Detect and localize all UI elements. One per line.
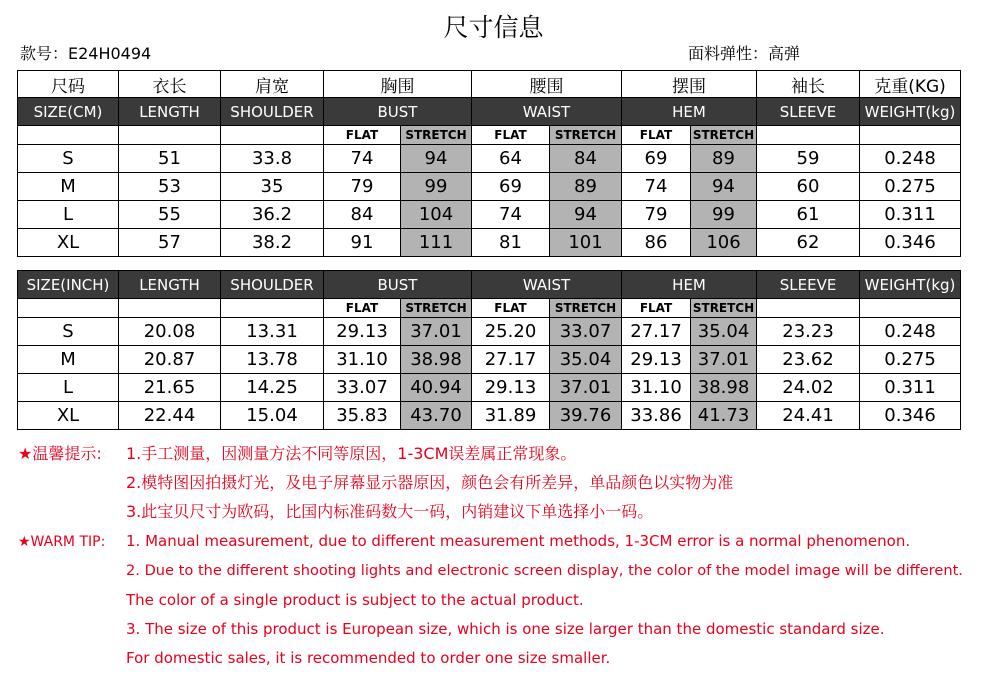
cell-size: XL [18,402,119,430]
table-row [18,145,961,173]
cell-size: M [18,346,119,374]
cell-sleeve: 23.23 [757,318,860,346]
cell-hem-stretch: 35.04 [691,318,757,346]
cell-bust-stretch: 43.70 [401,402,472,430]
cell-weight: 0.346 [860,229,961,257]
cell-size: S [18,318,119,346]
column-header-shoulder-cn: 肩宽 [221,71,324,98]
cell-bust-stretch: 37.01 [401,318,472,346]
cell-waist-flat: 64 [472,145,550,173]
cell-hem-stretch: 41.73 [691,402,757,430]
cell-hem-flat: 31.10 [622,374,691,402]
tips-cn-label: ★温馨提示: [18,444,102,463]
tip-en-line-1: 1. Manual measurement, due to different measurement methods, 1-3CM error is a normal phenomenon. [126,532,911,550]
cell-waist-stretch: 37.01 [550,374,622,402]
fabric-elasticity: 面料弹性：高弹 [688,44,801,63]
bust-stretch-label: STRETCH [401,299,472,318]
cell-sleeve: 59 [757,145,860,173]
cell-hem-flat: 74 [622,173,691,201]
cell-sleeve: 23.62 [757,346,860,374]
table-row [18,229,961,257]
cell-bust-flat: 91 [324,229,401,257]
cell-waist-flat: 25.20 [472,318,550,346]
hem-flat-label: FLAT [622,126,691,145]
chinese-header-row [18,71,961,98]
cell-size: L [18,201,119,229]
cell-weight: 0.248 [860,145,961,173]
cell-waist-stretch: 39.76 [550,402,622,430]
cell-hem-flat: 29.13 [622,346,691,374]
cell-hem-flat: 27.17 [622,318,691,346]
column-header-size: SIZE(CM) [18,98,119,126]
cell-hem-stretch: 38.98 [691,374,757,402]
cell-bust-stretch: 104 [401,201,472,229]
waist-flat-label: FLAT [472,126,550,145]
cell-bust-stretch: 111 [401,229,472,257]
cell-weight: 0.311 [860,374,961,402]
table-row [18,346,961,374]
column-header-length: LENGTH [119,271,221,299]
cell-weight: 0.248 [860,318,961,346]
cell-length: 21.65 [119,374,221,402]
hem-stretch-label: STRETCH [691,299,757,318]
page-title: 尺寸信息 [443,13,544,42]
column-header-size-cn: 尺码 [18,71,119,98]
cell-shoulder: 35 [221,173,324,201]
cell-waist-stretch: 89 [550,173,622,201]
cell-size: XL [18,229,119,257]
waist-stretch-label: STRETCH [550,126,622,145]
column-header-hem: HEM [622,271,757,299]
column-header-weight-cn: 克重(KG) [860,71,961,98]
table-row [18,173,961,201]
cell-bust-stretch: 38.98 [401,346,472,374]
cell-sleeve: 24.41 [757,402,860,430]
cell-sleeve: 61 [757,201,860,229]
inch-data-rows [18,318,961,430]
cell-waist-flat: 69 [472,173,550,201]
cell-weight: 0.346 [860,402,961,430]
cell-bust-stretch: 40.94 [401,374,472,402]
column-header-sleeve: SLEEVE [757,98,860,126]
column-header-hem-cn: 摆围 [622,71,757,98]
cell-hem-stretch: 99 [691,201,757,229]
cell-length: 55 [119,201,221,229]
cell-weight: 0.311 [860,201,961,229]
style-number: 款号：E24H0494 [20,44,152,63]
english-header-row [18,98,961,126]
cell-hem-stretch: 37.01 [691,346,757,374]
tip-en-line-4: 3. The size of this product is European size, which is one size larger than the domestic standard size. [126,620,885,638]
cell-shoulder: 13.31 [221,318,324,346]
cell-bust-stretch: 99 [401,173,472,201]
tips-en-label: ★WARM TIP: [18,534,106,550]
column-header-waist: WAIST [472,271,622,299]
cell-waist-stretch: 94 [550,201,622,229]
cell-waist-stretch: 33.07 [550,318,622,346]
table-row [18,374,961,402]
column-header-weight: WEIGHT(kg) [860,271,961,299]
hem-stretch-label: STRETCH [691,126,757,145]
cell-weight: 0.275 [860,173,961,201]
cell-waist-flat: 31.89 [472,402,550,430]
column-header-sleeve: SLEEVE [757,271,860,299]
cell-bust-flat: 79 [324,173,401,201]
cell-bust-flat: 33.07 [324,374,401,402]
cell-weight: 0.275 [860,346,961,374]
cell-size: M [18,173,119,201]
column-header-weight: WEIGHT(kg) [860,98,961,126]
column-header-bust: BUST [324,271,472,299]
tip-cn-line-3: 3.此宝贝尺寸为欧码，比国内标准码数大一码，内销建议下单选择小一码。 [126,502,654,521]
column-header-waist: WAIST [472,98,622,126]
bust-flat-label: FLAT [324,299,401,318]
cell-waist-flat: 74 [472,201,550,229]
flat-stretch-subheader-row [18,299,961,318]
tip-en-line-2: 2. Due to the different shooting lights and electronic screen display, the color of the model image will be different. [126,562,963,579]
column-header-shoulder: SHOULDER [221,271,324,299]
tip-cn-line-1: 1.手工测量，因测量方法不同等原因，1-3CM误差属正常现象。 [126,444,577,463]
tip-en-line-5: For domestic sales, it is recommended to order one size smaller. [126,649,611,667]
table-row [18,201,961,229]
waist-stretch-label: STRETCH [550,299,622,318]
cell-shoulder: 14.25 [221,374,324,402]
cell-waist-stretch: 35.04 [550,346,622,374]
cell-bust-flat: 31.10 [324,346,401,374]
english-header-row [18,271,961,299]
column-header-size: SIZE(INCH) [18,271,119,299]
cell-bust-flat: 74 [324,145,401,173]
table-row [18,402,961,430]
flat-stretch-subheader-row [18,126,961,145]
cell-size: L [18,374,119,402]
cell-sleeve: 62 [757,229,860,257]
column-header-bust-cn: 胸围 [324,71,472,98]
cell-length: 20.08 [119,318,221,346]
column-header-bust: BUST [324,98,472,126]
cell-hem-stretch: 89 [691,145,757,173]
column-header-length: LENGTH [119,98,221,126]
cell-hem-flat: 86 [622,229,691,257]
cell-shoulder: 13.78 [221,346,324,374]
cell-shoulder: 36.2 [221,201,324,229]
cell-bust-flat: 84 [324,201,401,229]
tip-cn-line-2: 2.模特图因拍摄灯光，及电子屏幕显示器原因，颜色会有所差异，单品颜色以实物为准 [126,473,734,492]
cell-bust-flat: 29.13 [324,318,401,346]
column-header-shoulder: SHOULDER [221,98,324,126]
cell-waist-flat: 29.13 [472,374,550,402]
cell-bust-stretch: 94 [401,145,472,173]
cell-length: 57 [119,229,221,257]
cell-shoulder: 15.04 [221,402,324,430]
hem-flat-label: FLAT [622,299,691,318]
column-header-length-cn: 衣长 [119,71,221,98]
waist-flat-label: FLAT [472,299,550,318]
bust-flat-label: FLAT [324,126,401,145]
cell-bust-flat: 35.83 [324,402,401,430]
column-header-hem: HEM [622,98,757,126]
cm-data-rows [18,145,961,257]
cell-length: 22.44 [119,402,221,430]
tip-en-line-3: The color of a single product is subject to the actual product. [126,591,584,609]
cell-waist-flat: 27.17 [472,346,550,374]
cell-waist-stretch: 101 [550,229,622,257]
cell-length: 20.87 [119,346,221,374]
size-table-cm [17,70,961,257]
cell-waist-stretch: 84 [550,145,622,173]
column-header-waist-cn: 腰围 [472,71,622,98]
cell-hem-flat: 33.86 [622,402,691,430]
cell-sleeve: 24.02 [757,374,860,402]
cell-sleeve: 60 [757,173,860,201]
bust-stretch-label: STRETCH [401,126,472,145]
column-header-sleeve-cn: 袖长 [757,71,860,98]
cell-hem-stretch: 106 [691,229,757,257]
table-row [18,318,961,346]
cell-waist-flat: 81 [472,229,550,257]
cell-hem-flat: 69 [622,145,691,173]
cell-hem-stretch: 94 [691,173,757,201]
cell-hem-flat: 79 [622,201,691,229]
cell-shoulder: 33.8 [221,145,324,173]
cell-shoulder: 38.2 [221,229,324,257]
cell-length: 53 [119,173,221,201]
cell-length: 51 [119,145,221,173]
cell-size: S [18,145,119,173]
size-table-inch [17,270,961,430]
